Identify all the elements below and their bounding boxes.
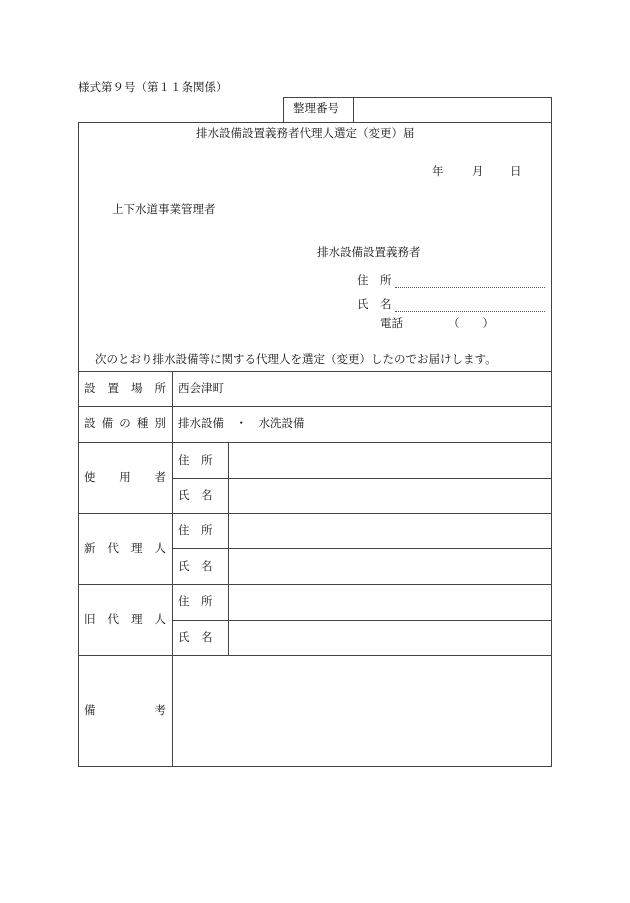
old-agent-name-field[interactable]	[232, 624, 547, 652]
ref-number-label: 整理番号	[293, 101, 339, 115]
obligor-phone-label: 電話	[380, 316, 403, 330]
old-agent-address-field[interactable]	[232, 588, 547, 616]
form-title: 排水設備設置義務者代理人選定（変更）届	[196, 126, 415, 140]
user-name-label: 氏 名	[178, 488, 213, 502]
new-agent-name-label: 氏 名	[178, 559, 213, 573]
equipment-type-label: 設備の種別	[84, 416, 166, 430]
user-address-label: 住 所	[178, 453, 213, 467]
obligor-name-label: 氏 名	[357, 297, 392, 311]
location-value[interactable]: 西会津町	[178, 381, 224, 395]
user-name-field[interactable]	[232, 482, 547, 510]
new-agent-address-label: 住 所	[178, 523, 213, 537]
form-number: 様式第９号（第１１条関係）	[78, 80, 228, 94]
user-address-field[interactable]	[232, 446, 547, 474]
obligor-phone-field[interactable]: （ ）	[448, 316, 494, 330]
old-agent-name-label: 氏 名	[178, 630, 213, 644]
date-day-label: 日	[510, 164, 522, 178]
statement-text: 次のとおり排水設備等に関する代理人を選定（変更）したのでお届けします。	[95, 352, 497, 366]
new-agent-name-field[interactable]	[232, 552, 547, 580]
obligor-address-field[interactable]	[395, 287, 545, 288]
remarks-field[interactable]	[176, 660, 546, 760]
obligor-address-label: 住 所	[357, 273, 392, 287]
old-agent-address-label: 住 所	[178, 594, 213, 608]
obligor-name-field[interactable]	[395, 311, 545, 312]
equipment-type-options[interactable]: 排水設備 ・ 水洗設備	[178, 416, 305, 430]
new-agent-label: 新代理人	[84, 541, 166, 555]
new-agent-address-field[interactable]	[232, 517, 547, 545]
user-label: 使用者	[84, 470, 166, 484]
old-agent-label: 旧代理人	[84, 612, 166, 626]
location-label: 設置場所	[84, 381, 166, 395]
date-year-label: 年	[432, 164, 444, 178]
date-month-label: 月	[472, 164, 484, 178]
ref-number-field[interactable]	[362, 103, 542, 117]
obligor-heading: 排水設備設置義務者	[317, 245, 421, 259]
remarks-label: 備考	[84, 703, 166, 717]
addressee: 上下水道事業管理者	[112, 202, 216, 216]
